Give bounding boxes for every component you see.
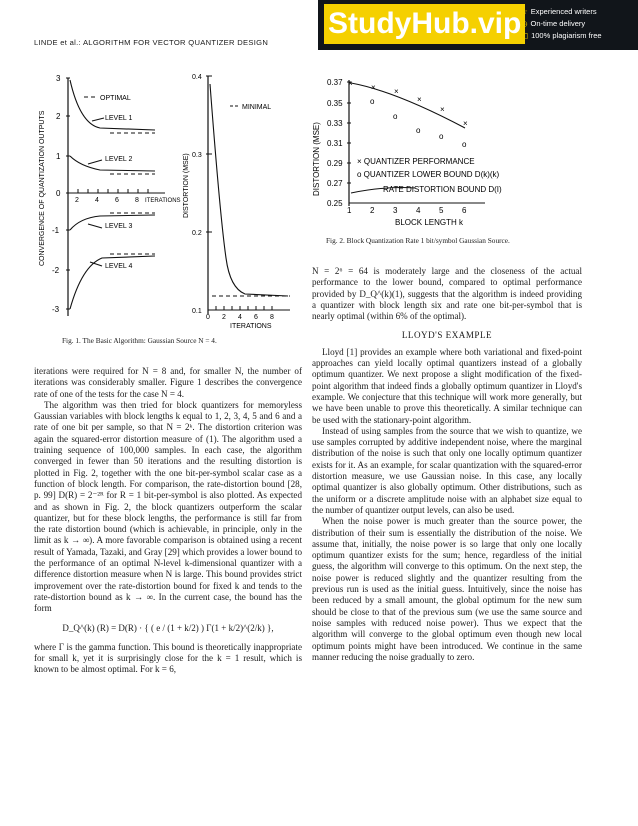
svg-text:3: 3	[56, 74, 61, 83]
fig1-distortion-curve	[210, 84, 288, 296]
figure-2	[305, 76, 605, 226]
fig1-level2-label: LEVEL 2	[105, 156, 133, 163]
svg-text:1: 1	[56, 152, 61, 161]
right-column	[312, 266, 582, 663]
svg-text:4: 4	[95, 197, 99, 204]
left-column	[34, 366, 302, 676]
svg-text:o: o	[439, 132, 444, 141]
svg-text:0.27: 0.27	[327, 179, 343, 188]
fig1-level4-label: LEVEL 4	[105, 263, 133, 270]
svg-text:4: 4	[238, 314, 242, 321]
svg-text:6: 6	[462, 206, 467, 215]
svg-text:2: 2	[56, 112, 61, 121]
fig2-ylabel: DISTORTION (MSE)	[312, 122, 321, 196]
svg-text:0.3: 0.3	[192, 152, 202, 159]
svg-text:×: ×	[440, 105, 445, 114]
svg-text:0.4: 0.4	[192, 74, 202, 81]
svg-text:×: ×	[463, 119, 468, 128]
clock-icon: ◷	[521, 19, 528, 28]
studyhub-features	[521, 6, 605, 42]
fig1-caption: Fig. 1. The Basic Algorithm: Gaussian Source N = 4.	[62, 336, 217, 345]
svg-text:0.31: 0.31	[327, 139, 343, 148]
fig1-level1-curve	[70, 80, 155, 130]
svg-text:3: 3	[393, 206, 398, 215]
svg-text:8: 8	[270, 314, 274, 321]
svg-text:-2: -2	[52, 266, 60, 275]
feature-item: ◷ On-time delivery	[521, 19, 586, 28]
paragraph: N = 2⁶ = 64 is moderately large and the closeness of the actual performance to the lower bound, compared to optimal performance provided by D_Q^(k)(1), suggests that the algorithm is indeed providing a quantizer with block length six and rate one bit-per-symbol that is nearly optimal (within 6% of the optimal).	[312, 266, 582, 322]
svg-text:×: ×	[417, 95, 422, 104]
svg-text:5: 5	[439, 206, 444, 215]
svg-text:RATE DISTORTION BOUND D(I): RATE DISTORTION BOUND D(I)	[383, 185, 502, 194]
svg-text:0.35: 0.35	[327, 99, 343, 108]
star-icon: ☆	[521, 7, 528, 16]
equation: D_Q^(k) (R) = D(R) · { ( e / (1 + k/2) ) Γ(1 + k/2)^(2/k) },	[62, 622, 274, 633]
fig1-level3-label: LEVEL 3	[105, 223, 133, 230]
paragraph: Lloyd [1] provides an example where both variational and fixed-point approaches can yield locally optimal quantizers instead of a globally optimum quantizer. We next propose a slight modification of the fixed-point algorithm that indeed finds a globally optimum quantizer in Lloyd's example. We conjecture that this technique will work more generally, but we have been unable to prove this theoretically. A similar technique can be used with the stationary-point algorithm.	[312, 346, 582, 425]
svg-text:×: ×	[394, 87, 399, 96]
svg-text:0: 0	[206, 314, 210, 321]
fig2-performance-curve	[351, 83, 465, 128]
svg-text:0.1: 0.1	[192, 308, 202, 315]
svg-text:-3: -3	[52, 305, 60, 314]
svg-text:0.29: 0.29	[327, 159, 343, 168]
paragraph: The algorithm was then tried for block quantizers for memoryless Gaussian variables with block lengths k equal to 1, 2, 3, 4, 5 and 6 and a rate of one bit per sample, so that N = 2ᵏ. The distortion criterion was again the squared-error distortion measure of (1). The algorithm used a training sequence of 100,000 samples. In each case, the algorithm converged in fewer than 50 iterations and the resulting distortion is plotted in Fig. 2, together with the one bit-per-symbol scalar case as a function of block length. For comparison, the rate-distortion bound [28, p. 99] D(R) = 2⁻²ᴿ for R = 1 bit-per-symbol is also plotted. As expected and as shown in Fig. 2, the block quantizers outperform the scalar quantizer, but for these block lengths, the performance is still far from the rate distortion bound (which is achievable, in principle, only in the limit as k → ∞). A more favorable comparison is obtained using a recent result of Yamada, Tazaki, and Gray [29] which provides a lower bound to the performance of an optimal N-level k-dimensional quantizer with a difference distortion measure when N is large. This bound provides strict improvement over the rate-distortion bound for fixed k and tends to the rate-distortion bound as k → ∞. In the current case, the bound has the form	[34, 399, 302, 614]
svg-text:2: 2	[222, 314, 226, 321]
fig1-right-legend: MINIMAL	[242, 104, 272, 111]
fig2-caption: Fig. 2. Block Quantization Rate 1 bit/symbol Gaussian Source.	[326, 236, 510, 245]
svg-text:2: 2	[75, 197, 79, 204]
svg-text:0.33: 0.33	[327, 119, 343, 128]
svg-text:ITERATIONS: ITERATIONS	[145, 198, 181, 204]
fig2-xlabel: BLOCK LENGTH k	[395, 218, 464, 226]
svg-text:0.37: 0.37	[327, 78, 343, 87]
svg-text:0.25: 0.25	[327, 199, 343, 208]
section-title: LLOYD'S EXAMPLE	[401, 330, 493, 341]
svg-text:6: 6	[115, 197, 119, 204]
paragraph: Instead of using samples from the source that we wish to quantize, we use samples corrupted by additive independent noise, where the marginal distribution of the noise is such that only one locally optimum quantizer exists for it. As an example, for scalar quantization with the squared-error distortion measure, we use Gaussian noise. In this case, any locally optimal quantizer is also globally optimum. Other distributions, such as the uniform or a discrete amplitude noise with an alphabet size equal to the number of quantizer output levels, can also be used.	[312, 425, 582, 515]
svg-text:o: o	[416, 126, 421, 135]
fig2-markers	[348, 79, 468, 149]
svg-text:×: ×	[348, 79, 353, 88]
svg-text:ITERATIONS: ITERATIONS	[230, 323, 272, 330]
svg-text:o: o	[370, 97, 375, 106]
svg-text:1: 1	[347, 206, 352, 215]
svg-text:8: 8	[135, 197, 139, 204]
studyhub-banner[interactable]	[318, 0, 638, 50]
svg-text:0: 0	[56, 189, 61, 198]
figure-1	[30, 66, 300, 346]
svg-text:6: 6	[254, 314, 258, 321]
svg-text:2: 2	[370, 206, 375, 215]
svg-text:o: o	[462, 140, 467, 149]
feature-item: ☆ Experienced writers	[521, 7, 597, 16]
svg-text:o QUANTIZER LOWER BOUND D(k)(k: o QUANTIZER LOWER BOUND D(k)(k)	[357, 170, 500, 179]
svg-text:o: o	[393, 112, 398, 121]
svg-text:0.2: 0.2	[192, 230, 202, 237]
shield-icon: ◫	[521, 31, 529, 40]
studyhub-logo[interactable]: StudyHub.vip	[324, 4, 525, 44]
paragraph: When the noise power is much greater than the source power, the distribution of their sum is essentially the distribution of the noise. We assume that, initially, the noise power is so large that only one locally optimum quantizer exists for the sum; hence, regardless of the initial guess, the algorithm will converge to this optimum. On the next step, the noise power is reduced slightly and the quantizer resulting from the previous run is used as the initial guess. Intuitively, since the noise has been reduced by a small amount, the global optimum for the new sum should be close to that of the previous sum (we use the same source and noise samples with reduced noise power). Thus we expect that the algorithm will converge to the global optimum even though new local optimum points might have been introduced. We continue in the same manner reducing the noise gradually to zero.	[312, 516, 582, 662]
svg-text:4: 4	[416, 206, 421, 215]
paragraph: where Γ is the gamma function. This bound is theoretically inappropriate for small k, yet it is surprisingly close for the k = 1 result, which is known to be almost optimal. For k = 6,	[34, 641, 302, 675]
running-header: LINDE et al.: ALGORITHM FOR VECTOR QUANTIZER DESIGN	[34, 38, 269, 47]
feature-item: ◫ 100% plagiarism free	[521, 31, 602, 40]
fig1-left-legend: OPTIMAL	[100, 95, 131, 102]
svg-text:×: ×	[371, 83, 376, 92]
fig1-left-ylabel: CONVERGENCE OF QUANTIZATION OUTPUTS	[39, 110, 46, 266]
fig1-left-yticks	[52, 74, 70, 314]
svg-text:× QUANTIZER PERFORMANCE: × QUANTIZER PERFORMANCE	[357, 157, 475, 166]
svg-text:-1: -1	[52, 226, 60, 235]
paragraph: iterations were required for N = 8 and, for smaller N, the number of iterations was considerably smaller. Figure 1 describes the convergence rate of one of the tests for the case N = 4.	[34, 366, 302, 399]
fig1-right-ylabel: DISTORTION (MSE)	[183, 153, 190, 218]
fig1-level1-label: LEVEL 1	[105, 115, 133, 122]
